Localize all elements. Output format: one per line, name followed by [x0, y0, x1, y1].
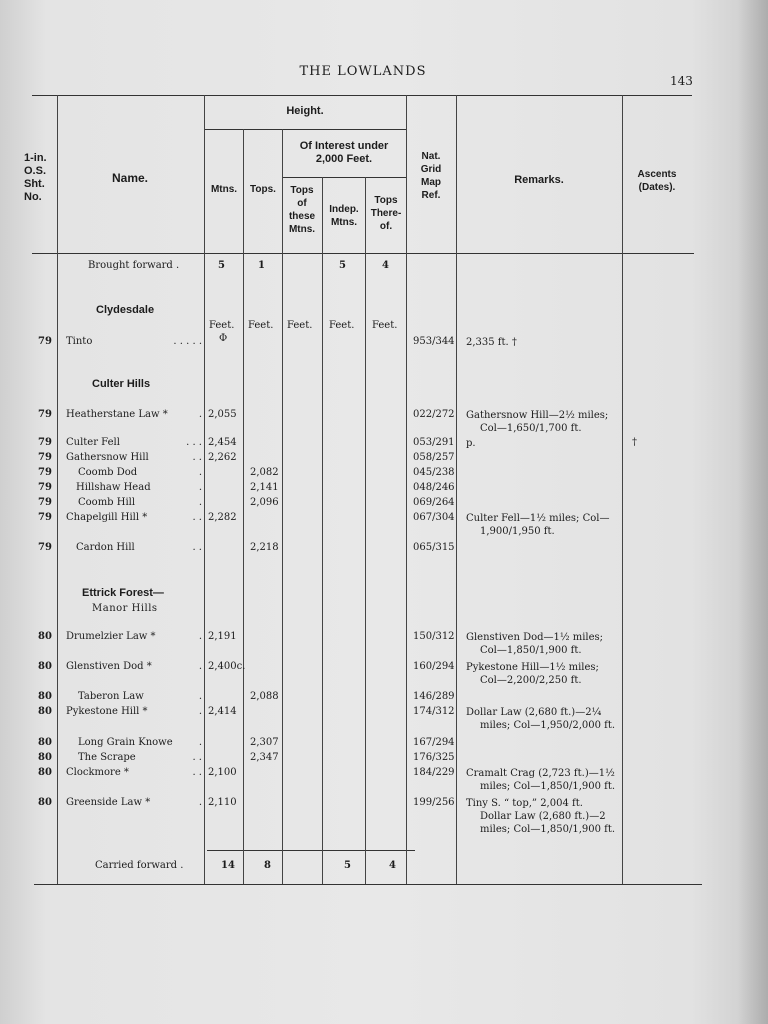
- section-ettrick-forest: Ettrick Forest—: [82, 587, 164, 599]
- col-header-ascents: Ascents (Dates).: [637, 169, 677, 193]
- row-grid-ref: 048/246: [413, 482, 455, 493]
- carried-forward-tops-thereof: 4: [389, 860, 396, 871]
- row-tops-height: 2,307: [250, 737, 279, 748]
- row-leader-dots: .: [198, 706, 202, 717]
- carried-forward-label: Carried forward .: [95, 860, 184, 871]
- row-name: Tinto: [66, 336, 93, 347]
- col-divider-grid: [456, 95, 457, 884]
- row-grid-ref: 065/315: [413, 542, 455, 553]
- header-bottom-rule: [32, 253, 694, 254]
- row-tops-height: 2,088: [250, 691, 279, 702]
- row-remark-line: miles; Col—1,850/1,900 ft.: [480, 781, 616, 792]
- col-header-name: Name.: [111, 171, 149, 185]
- row-name: Pykestone Hill *: [66, 706, 148, 717]
- section-culter-hills: Culter Hills: [92, 378, 151, 390]
- feet-label-tops-these: Feet.: [287, 320, 313, 331]
- row-mtns-height: 2,414: [208, 706, 237, 717]
- col-header-tops-of-these: Tops of these Mtns.: [288, 185, 316, 235]
- col-divider-tops: [282, 129, 283, 884]
- row-leader-dots: . . . . .: [173, 336, 202, 347]
- row-name: Long Grain Knowe: [78, 737, 173, 748]
- row-name: Clockmore *: [66, 767, 129, 778]
- row-name: Culter Fell: [66, 437, 120, 448]
- row-leader-dots: .: [198, 797, 202, 808]
- row-tops-height: 2,141: [250, 482, 279, 493]
- row-tops-height: 2,096: [250, 497, 279, 508]
- brought-forward-tops-thereof: 4: [382, 260, 389, 271]
- row-leader-dots: .: [198, 691, 202, 702]
- row-sheet-number: 80: [38, 661, 52, 672]
- brought-forward-tops: 1: [258, 260, 265, 271]
- row-name: Taberon Law: [78, 691, 144, 702]
- carried-forward-indep: 5: [344, 860, 351, 871]
- row-grid-ref: 067/304: [413, 512, 455, 523]
- col-header-indep: Indep. Mtns.: [329, 204, 359, 228]
- row-sheet-number: 79: [38, 409, 52, 420]
- row-leader-dots: .: [198, 467, 202, 478]
- row-grid-ref: 045/238: [413, 467, 455, 478]
- row-tops-height: 2,347: [250, 752, 279, 763]
- page-edge-shadow: [738, 0, 768, 1024]
- table-top-rule: [32, 95, 692, 96]
- row-sheet-number: 79: [38, 336, 52, 347]
- section-clydesdale: Clydesdale: [96, 304, 155, 316]
- row-sheet-number: 79: [38, 452, 52, 463]
- row-leader-dots: .: [198, 497, 202, 508]
- feet-label-mtns: Feet.: [209, 320, 235, 331]
- row-name: Glenstiven Dod *: [66, 661, 152, 672]
- row-name: Chapelgill Hill *: [66, 512, 148, 523]
- row-mtns-height: 2,110: [208, 797, 237, 808]
- row-grid-ref: 150/312: [413, 631, 455, 642]
- interest-group-rule: [282, 177, 406, 178]
- row-leader-dots: . .: [192, 542, 202, 553]
- row-name: Greenside Law *: [66, 797, 151, 808]
- row-name: Heatherstane Law *: [66, 409, 168, 420]
- page-number: 143: [670, 74, 693, 88]
- row-tops-height: 2,218: [250, 542, 279, 553]
- feet-label-tops-thereof: Feet.: [372, 320, 398, 331]
- row-sheet-number: 80: [38, 767, 52, 778]
- row-grid-ref: 022/272: [413, 409, 455, 420]
- height-group-rule: [204, 129, 406, 130]
- row-sheet-number: 79: [38, 512, 52, 523]
- row-remark-line: miles; Col—1,950/2,000 ft.: [480, 720, 616, 731]
- feet-label-indep: Feet.: [329, 320, 355, 331]
- table-bottom-rule: [34, 884, 702, 885]
- row-remark-line: Col—1,650/1,700 ft.: [480, 423, 582, 434]
- row-leader-dots: . .: [192, 512, 202, 523]
- col-header-tops-thereof: Tops There- of.: [370, 195, 402, 232]
- row-mtns-height: 2,262: [208, 452, 237, 463]
- col-header-interest: Of Interest under 2,000 Feet.: [299, 140, 389, 165]
- row-sheet-number: 80: [38, 631, 52, 642]
- row-ascent-mark: †: [632, 437, 637, 448]
- row-grid-ref: 174/312: [413, 706, 455, 717]
- section-manor-hills: Manor Hills: [92, 603, 158, 614]
- row-sheet-number: 80: [38, 752, 52, 763]
- col-divider-sheet: [57, 95, 58, 884]
- row-remark-line: Tiny S. “ top,” 2,004 ft.: [466, 798, 583, 809]
- col-header-grid: Nat. Grid Map Ref.: [420, 151, 442, 201]
- row-remark-line: 2,335 ft. †: [466, 337, 517, 348]
- row-name: Cardon Hill: [76, 542, 135, 553]
- row-grid-ref: 167/294: [413, 737, 455, 748]
- row-remark-line: p.: [466, 438, 476, 449]
- row-leader-dots: .: [198, 737, 202, 748]
- row-name: Drumelzier Law *: [66, 631, 156, 642]
- row-grid-ref: 146/289: [413, 691, 455, 702]
- row-grid-ref: 953/344: [413, 336, 455, 347]
- row-mtns-height: 2,191: [208, 631, 237, 642]
- brought-forward-label: Brought forward .: [88, 260, 180, 271]
- col-divider-tops-these: [322, 177, 323, 884]
- row-grid-ref: 160/294: [413, 661, 455, 672]
- row-leader-dots: .: [198, 482, 202, 493]
- row-grid-ref: 053/291: [413, 437, 455, 448]
- row-remark-line: Glenstiven Dod—1½ miles;: [466, 632, 604, 643]
- row-leader-dots: . . .: [186, 437, 202, 448]
- col-header-remarks: Remarks.: [514, 174, 564, 186]
- brought-forward-indep: 5: [339, 260, 346, 271]
- col-divider-indep: [365, 177, 366, 884]
- row-sheet-number: 80: [38, 706, 52, 717]
- row-grid-ref: 058/257: [413, 452, 455, 463]
- row-name: Coomb Dod: [78, 467, 138, 478]
- carried-forward-tops: 8: [264, 860, 271, 871]
- row-remark-line: Gathersnow Hill—2½ miles;: [466, 410, 609, 421]
- row-mtns-height: 2,282: [208, 512, 237, 523]
- row-mtns-height: 2,454: [208, 437, 237, 448]
- row-name: The Scrape: [78, 752, 136, 763]
- row-sheet-number: 79: [38, 467, 52, 478]
- col-divider-name: [204, 95, 205, 884]
- row-leader-dots: .: [198, 409, 202, 420]
- row-mtns-height: 2,100: [208, 767, 237, 778]
- row-remark-line: Pykestone Hill—1½ miles;: [466, 662, 599, 673]
- row-name: Coomb Hill: [78, 497, 136, 508]
- row-grid-ref: 176/325: [413, 752, 455, 763]
- row-remark-line: miles; Col—1,850/1,900 ft.: [480, 824, 616, 835]
- row-remark-line: Cramalt Crag (2,723 ft.)—1½: [466, 768, 615, 779]
- row-remark-line: 1,900/1,950 ft.: [480, 526, 555, 537]
- row-leader-dots: . .: [192, 452, 202, 463]
- brought-forward-mtns: 5: [218, 260, 225, 271]
- page-title: THE LOWLANDS: [299, 64, 427, 79]
- row-name: Hillshaw Head: [76, 482, 151, 493]
- row-name: Gathersnow Hill: [66, 452, 149, 463]
- row-remark-line: Dollar Law (2,680 ft.)—2: [480, 811, 606, 822]
- row-leader-dots: . .: [192, 752, 202, 763]
- feet-label-tops: Feet.: [248, 320, 274, 331]
- row-leader-dots: .: [198, 661, 202, 672]
- row-remark-line: Col—2,200/2,250 ft.: [480, 675, 582, 686]
- row-tops-height: 2,082: [250, 467, 279, 478]
- row-mtns-height: 2,400c.: [208, 661, 246, 672]
- row-grid-ref: 069/264: [413, 497, 455, 508]
- row-sheet-number: 79: [38, 497, 52, 508]
- row-remark-line: Col—1,850/1,900 ft.: [480, 645, 582, 656]
- row-sheet-number: 80: [38, 737, 52, 748]
- row-leader-dots: . .: [192, 767, 202, 778]
- row-leader-dots: .: [198, 631, 202, 642]
- row-remark-line: Dollar Law (2,680 ft.)—2¼: [466, 707, 602, 718]
- col-header-sheet: 1-in. O.S. Sht. No.: [24, 152, 47, 203]
- row-sheet-number: 80: [38, 797, 52, 808]
- row-sheet-number: 79: [38, 482, 52, 493]
- row-grid-ref: 199/256: [413, 797, 455, 808]
- carried-forward-mtns: 14: [221, 860, 235, 871]
- row-sheet-number: 79: [38, 437, 52, 448]
- phi-symbol: Φ: [219, 333, 228, 344]
- row-sheet-number: 79: [38, 542, 52, 553]
- col-header-mtns: Mtns.: [210, 184, 238, 195]
- col-divider-mtns: [243, 129, 244, 884]
- row-sheet-number: 80: [38, 691, 52, 702]
- col-header-tops: Tops.: [250, 184, 276, 195]
- col-divider-remarks: [622, 95, 623, 884]
- row-remark-line: Culter Fell—1½ miles; Col—: [466, 513, 610, 524]
- row-mtns-height: 2,055: [208, 409, 237, 420]
- row-grid-ref: 184/229: [413, 767, 455, 778]
- carried-rule: [207, 850, 415, 851]
- col-header-height: Height.: [286, 105, 324, 117]
